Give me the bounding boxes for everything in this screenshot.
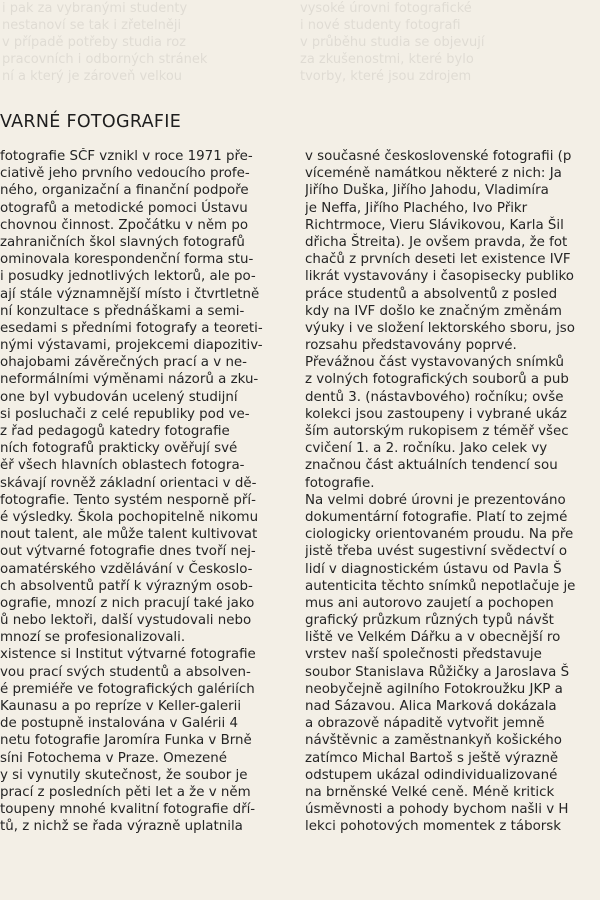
text-line: nout talent, ale může talent kultivovat (0, 527, 258, 543)
text-line: nad Sázavou. Alica Marková dokázala (305, 699, 557, 714)
text-line: ních fotografů prakticky ověřují své (0, 441, 238, 457)
text-line: kdy na IVF došlo ke značným změnám (305, 303, 562, 319)
text-line: ají stále významnější místo i čtvrtletně (0, 286, 260, 302)
text-line: Převážnou část vystavovaných snímků (305, 355, 565, 371)
text-line: one byl vybudován ucelený studijní (0, 389, 238, 405)
text-line: rozsahu představovány poprvé. (305, 338, 517, 354)
text-line: z řad pedagogů katedry fotografie (0, 424, 230, 439)
text-line: soubor Stanislava Růžičky a Jaroslava Š (305, 664, 570, 680)
text-line: lekci pohotových momentek z táborsk (305, 819, 561, 835)
text-line: oamatérského vzdělávání v Českoslo- (0, 561, 253, 577)
text-line: Kaunasu a po repríze v Keller-galerii (0, 699, 242, 714)
bleed-line: pracovních i odborných stránek (2, 52, 208, 67)
left-text-column (0, 148, 295, 836)
text-line: autenticita těchto snímků nepotlačuje je (305, 578, 576, 594)
section-heading: VARNÉ FOTOGRAFIE (0, 112, 182, 132)
text-line: chačů z prvních deseti let existence IVF (305, 252, 571, 268)
text-line: é premiéře ve fotografických galériích (0, 681, 255, 697)
text-line: výuky i ve složení lektorského sboru, jso (305, 320, 575, 336)
text-line: ohajobami závěrečných prací a v ne- (0, 355, 248, 371)
text-line: jistě třeba uvést sugestivní svědectví o (305, 544, 568, 560)
text-line: likrát vystavovány i časopisecky publiko (305, 269, 574, 285)
text-line: neobyčejně agilního Fotokroužku JKP a (305, 681, 563, 697)
text-line: je Neffa, Jiřího Plachého, Ivo Přikr (305, 200, 528, 216)
text-line: i posudky jednotlivých lektorů, ale po- (0, 269, 256, 285)
text-line: vrstev naší společnosti představuje (305, 647, 542, 663)
text-line: cvičení 1. a 2. ročníku. Jako celek vy (305, 441, 548, 457)
text-line: síni Fotochema v Praze. Omezené (0, 750, 227, 766)
text-line: ografie, mnozí z nich pracují také jako (0, 595, 255, 611)
text-line: netu fotografie Jaromíra Funka v Brně (0, 733, 252, 749)
bleed-line: nestanoví se tak i zřetelněji (2, 18, 182, 33)
text-line: Jiřího Duška, Jiřího Jahodu, Vladimíra (305, 183, 549, 199)
text-line: fotografie SČF vznikl v roce 1971 pře- (0, 149, 253, 164)
text-line: úsměvnosti a pohody bychom našli v H (305, 802, 569, 818)
text-line: mus ani autorovo zaujetí a pochopen (305, 595, 554, 611)
bleed-through-left (2, 0, 292, 92)
text-line: ného, organizační a finanční podpoře (0, 183, 249, 199)
text-line: xistence si Institut výtvarné fotografie (0, 647, 256, 663)
text-line: kolekci jsou zastoupeny i vybrané ukáz (305, 406, 567, 422)
text-line: ěř všech hlavních oblastech fotogra- (0, 458, 245, 474)
text-line: neformálními výměnami názorů a zku- (0, 372, 259, 388)
text-line: zatímco Michal Bartoš s ještě výrazně (305, 750, 559, 766)
bleed-line: i nové studenty fotografi (300, 18, 461, 33)
text-line: víceméně namátkou některé z nich: Ja (305, 166, 562, 182)
text-line: odstupem ukázal odindividualizované (305, 767, 558, 783)
text-line: ším autorským rukopisem z téměř všec (305, 424, 569, 439)
bleed-line: vysoké úrovni fotografické (300, 1, 472, 16)
text-line: fotografie. Tento systém nesporně pří- (0, 492, 256, 508)
bleed-through-right (300, 0, 600, 92)
text-line: ciativě jeho prvního vedoucího profe- (0, 166, 250, 182)
text-line: nými výstavami, projekcemi diapozitiv- (0, 338, 263, 354)
text-line: y si vynutily skutečnost, že soubor je (0, 767, 248, 783)
text-line: grafický průzkum různých typů návšt (305, 613, 554, 629)
text-line: si posluchači z celé republiky pod ve- (0, 406, 250, 422)
bleed-line: ní a který je zároveň velkou (2, 69, 183, 84)
text-line: tů, z nichž se řada výrazně uplatnila (0, 819, 243, 835)
text-line: de postupně instalována v Galérii 4 (0, 716, 238, 732)
text-line: é výsledky. Škola pochopitelně nikomu (0, 509, 259, 525)
text-line: otografů a metodické pomoci Ústavu (0, 200, 248, 216)
text-line: z volných fotografických souborů a pub (305, 372, 569, 388)
bleed-line: tvorby, které jsou zdrojem (300, 69, 472, 84)
bleed-line: v případě potřeby studia roz (2, 35, 186, 50)
text-line: v současné československé fotografii (p (305, 149, 572, 164)
text-line: práce studentů a absolventů z posled (305, 286, 558, 302)
text-line: liště ve Velkém Dářku a v obecnější ro (305, 630, 561, 646)
right-text-column (305, 148, 600, 836)
text-line: vou prací svých studentů a absolven- (0, 664, 251, 680)
text-line: Richtrmoce, Vieru Slávikovou, Karla Šil (305, 217, 564, 233)
text-line: na brněnské Velké ceně. Méně kritick (305, 784, 555, 800)
text-line: toupeny mnohé kvalitní fotografie dří- (0, 802, 256, 818)
bleed-line: v průběhu studia se objevují (300, 35, 485, 50)
bleed-line: za zkušenostmi, které bylo (300, 52, 474, 67)
bleed-line: i pak za vybranými studenty (2, 1, 188, 16)
text-line: esedami s předními fotografy a teoreti- (0, 320, 263, 336)
text-line: a obrazově nápaditě vytvořit jemně (305, 716, 545, 732)
text-line: ciologicky orientovaném proudu. Na pře (305, 527, 574, 543)
text-line: lidí v diagnostickém ústavu od Pavla Š (305, 561, 562, 577)
text-line: ch absolventů patří k výrazným osob- (0, 578, 253, 594)
text-line: ní konzultace s přednáškami a semi- (0, 303, 245, 319)
text-line: prací z posledních pěti let a že v něm (0, 784, 251, 800)
text-line: návštěvnic a zaměstnankyň košického (305, 733, 562, 749)
text-line: dokumentární fotografie. Platí to zejmé (305, 509, 568, 525)
text-line: zahraničních škol slavných fotografů (0, 234, 245, 250)
text-line: skávají rovněž základní orientaci v dě- (0, 475, 257, 491)
text-line: fotografie. (305, 475, 375, 491)
text-line: dentů 3. (nástavbového) ročníku; ovše (305, 389, 564, 405)
text-line: dřicha Štreita). Je ovšem pravda, že fot (305, 234, 568, 250)
text-line: out výtvarné fotografie dnes tvoří nej- (0, 544, 256, 560)
text-line: značnou část aktuálních tendencí sou (305, 458, 558, 474)
text-line: Na velmi dobré úrovni je prezentováno (305, 492, 566, 508)
text-line: ominovala korespondenční forma stu- (0, 252, 254, 268)
text-line: mnozí se profesionalizovali. (0, 630, 186, 646)
text-line: chovnou činnost. Zpočátku v něm po (0, 217, 249, 233)
text-line: ů nebo lektoři, další vystudovali nebo (0, 613, 252, 629)
